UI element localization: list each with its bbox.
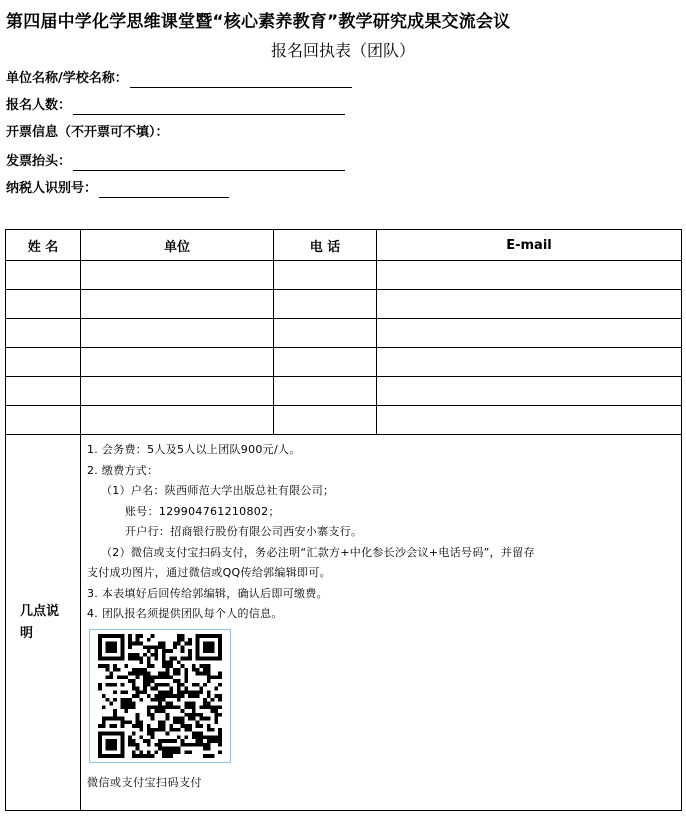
payment-qr-code[interactable] [89, 629, 231, 763]
header-unit: 单位 [81, 230, 274, 261]
note-line: （1）户名：陕西师范大学出版总社有限公司； [101, 484, 335, 497]
unit-name-field[interactable] [6, 70, 352, 88]
note-line: 账号：129904761210802； [125, 504, 280, 518]
note-line: 1. 会务费：5人及5人以上团队900元/人。 [87, 443, 301, 456]
headcount-blank[interactable] [73, 100, 345, 115]
invoice-info-label: 开票信息（不开票可不填）： [6, 125, 169, 140]
headcount-label: 报名人数： [6, 98, 72, 113]
cell-name[interactable] [6, 290, 81, 319]
header-name: 姓 名 [6, 230, 81, 261]
table-row [6, 261, 682, 290]
table-row [6, 319, 682, 348]
cell-name[interactable] [6, 377, 81, 406]
note-line: 开户行：招商银行股份有限公司西安小寨支行。 [125, 525, 363, 538]
cell-email[interactable] [377, 290, 682, 319]
cell-name[interactable] [6, 319, 81, 348]
cell-name[interactable] [6, 261, 81, 290]
note-line: （2）微信或支付宝扫码支付，务必注明“汇款方+中化参长沙会议+电话号码”，并留存 [101, 545, 535, 559]
notes-row [6, 435, 682, 811]
qr-code-icon [94, 634, 226, 758]
table-row [6, 377, 682, 406]
cell-phone[interactable] [274, 406, 377, 435]
cell-name[interactable] [6, 406, 81, 435]
registration-table [5, 229, 682, 811]
cell-phone[interactable] [274, 348, 377, 377]
cell-name[interactable] [6, 348, 81, 377]
header-email: E-mail [377, 230, 682, 261]
cell-email[interactable] [377, 348, 682, 377]
cell-unit[interactable] [81, 290, 274, 319]
cell-email[interactable] [377, 406, 682, 435]
taxpayer-id-blank[interactable] [99, 183, 229, 198]
note-line: 4. 团队报名须提供团队每个人的信息。 [87, 607, 283, 620]
document-title: 第四届中学化学思维课堂暨“核心素养教育”教学研究成果交流会议 [6, 12, 511, 32]
document-subtitle: 报名回执表（团队） [270, 41, 415, 60]
note-line: 3. 本表填好后回传给郭编辑，确认后即可缴费。 [87, 586, 328, 600]
cell-phone[interactable] [274, 319, 377, 348]
cell-unit[interactable] [81, 406, 274, 435]
invoice-title-blank[interactable] [73, 156, 345, 171]
invoice-info-field [6, 124, 169, 142]
notes-label: 几点说明 [6, 435, 81, 811]
table-row [6, 348, 682, 377]
cell-email[interactable] [377, 377, 682, 406]
header-phone: 电 话 [274, 230, 377, 261]
headcount-field[interactable] [6, 97, 345, 115]
cell-unit[interactable] [81, 377, 274, 406]
note-line: 2. 缴费方式： [87, 463, 159, 477]
taxpayer-id-label: 纳税人识别号： [6, 181, 98, 196]
table-row [6, 406, 682, 435]
cell-email[interactable] [377, 261, 682, 290]
table-row [6, 290, 682, 319]
invoice-title-label: 发票抬头： [6, 154, 72, 169]
cell-phone[interactable] [274, 377, 377, 406]
table-header-row [6, 230, 682, 261]
unit-name-label: 单位名称/学校名称： [6, 71, 128, 86]
cell-phone[interactable] [274, 261, 377, 290]
taxpayer-id-field[interactable] [6, 180, 229, 198]
cell-email[interactable] [377, 319, 682, 348]
note-line: 支付成功图片，通过微信或QQ传给郭编辑即可。 [87, 566, 331, 579]
qr-caption: 微信或支付宝扫码支付 [87, 775, 202, 789]
invoice-title-field[interactable] [6, 153, 345, 171]
cell-unit[interactable] [81, 319, 274, 348]
unit-name-blank[interactable] [130, 73, 352, 88]
cell-unit[interactable] [81, 261, 274, 290]
cell-phone[interactable] [274, 290, 377, 319]
notes-content [81, 435, 682, 811]
cell-unit[interactable] [81, 348, 274, 377]
